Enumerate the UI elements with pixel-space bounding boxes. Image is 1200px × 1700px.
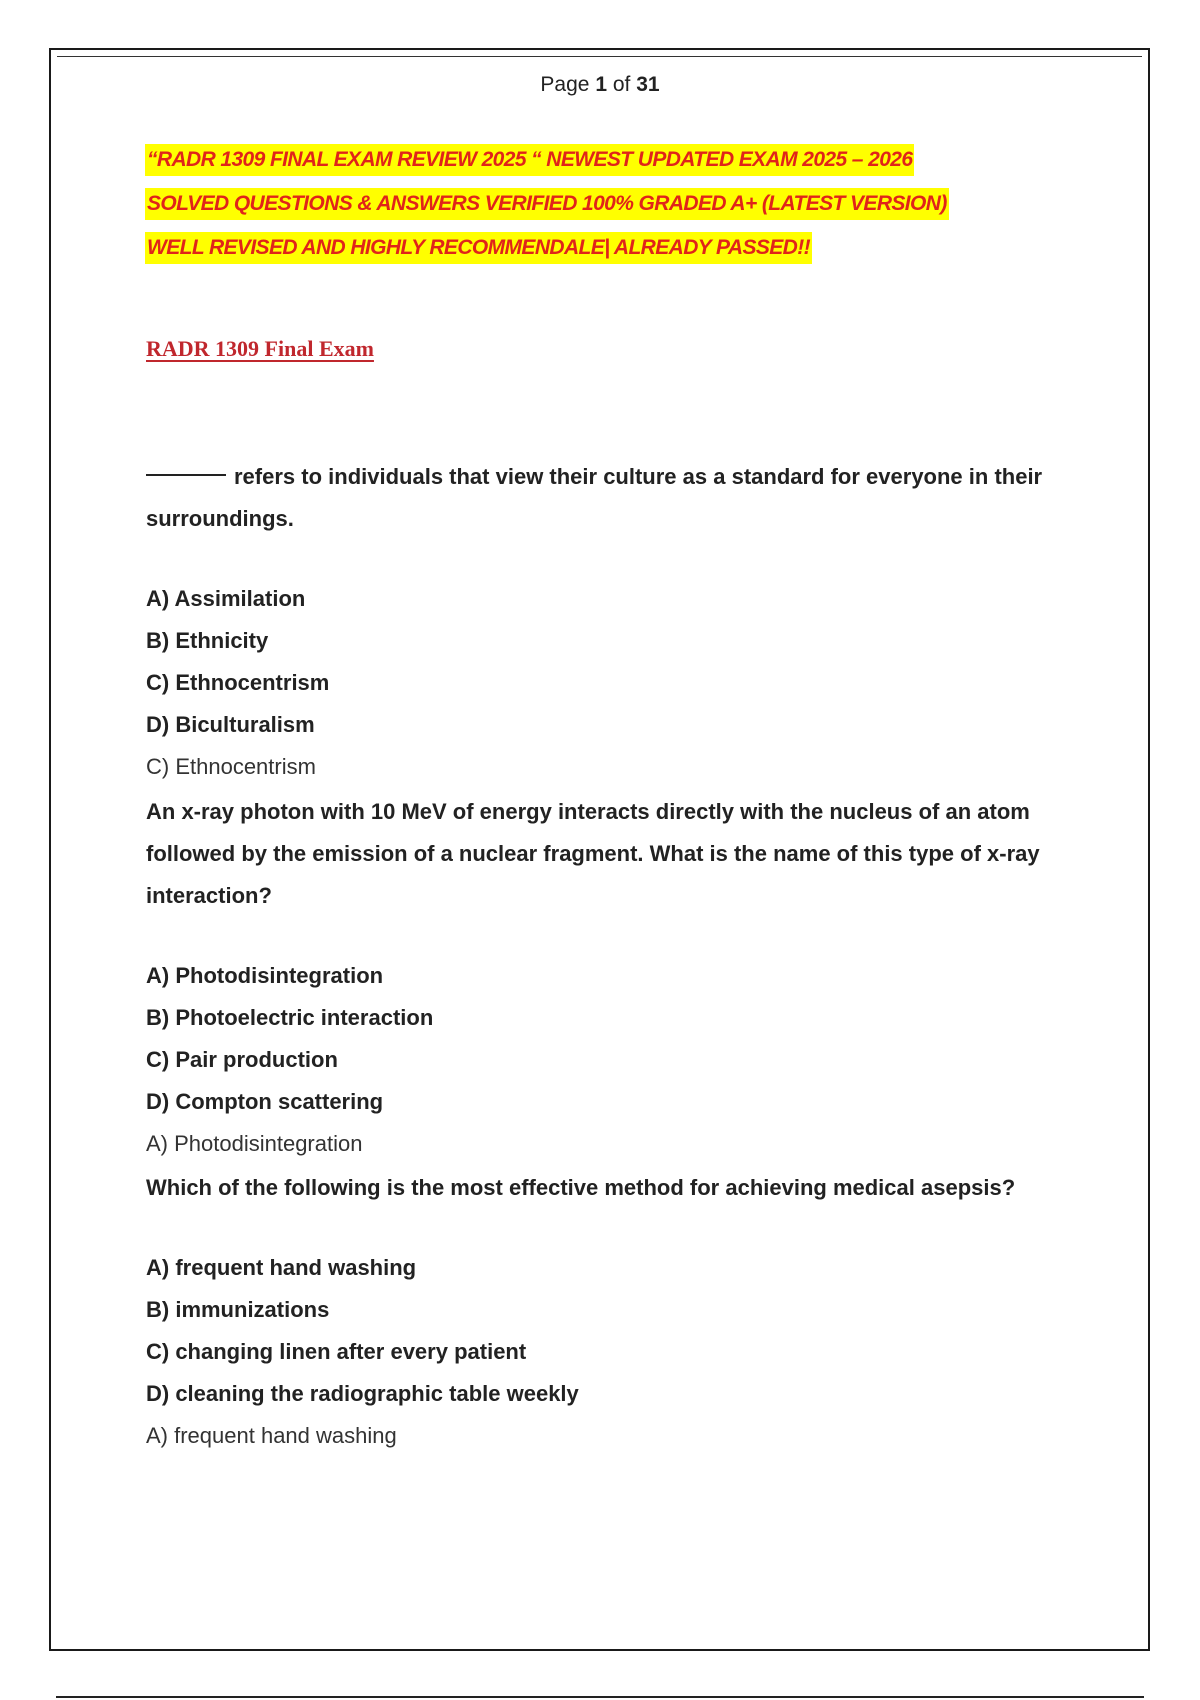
option-1d: D) Biculturalism — [146, 712, 315, 737]
option-2b: B) Photoelectric interaction — [146, 1005, 434, 1030]
option-1c: C) Ethnocentrism — [146, 670, 330, 695]
fill-in-blank — [146, 474, 226, 476]
banner-line-1: “RADR 1309 FINAL EXAM REVIEW 2025 “ NEWEST UPDATED EXAM 2025 – 2026 — [145, 144, 914, 176]
question-block-3 — [146, 1167, 1066, 1457]
exam-title-banner — [145, 144, 1065, 276]
option-3a: A) frequent hand washing — [146, 1255, 417, 1280]
option-3d: D) cleaning the radiographic table weekly — [146, 1381, 579, 1406]
option-2a: A) Photodisintegration — [146, 963, 384, 988]
answer-1: C) Ethnocentrism — [146, 754, 316, 779]
question-text-1: refers to individuals that view their culture as a standard for everyone in their surroundings. — [146, 464, 1043, 531]
option-list-3 — [146, 1247, 1066, 1415]
page-border-inner-line — [57, 56, 1142, 57]
question-text-3: Which of the following is the most effective method for achieving medical asepsis? — [146, 1175, 1016, 1200]
option-2c: C) Pair production — [146, 1047, 338, 1072]
banner-line-2: SOLVED QUESTIONS & ANSWERS VERIFIED 100% GRADED A+ (LATEST VERSION) — [145, 188, 949, 220]
answer-3: A) frequent hand washing — [146, 1423, 397, 1448]
question-text-2: An x-ray photon with 10 MeV of energy interacts directly with the nucleus of an atom followed by the emission of a nuclear fragment. What is the name of this type of x-ray interaction? — [146, 799, 1040, 908]
option-2d: D) Compton scattering — [146, 1089, 384, 1114]
page-number-total: 31 — [636, 73, 660, 96]
page-number-of: of — [612, 73, 631, 96]
banner-line-3: WELL REVISED AND HIGHLY RECOMMENDALE| ALREADY PASSED!! — [145, 232, 812, 264]
option-1b: B) Ethnicity — [146, 628, 269, 653]
option-1a: A) Assimilation — [146, 586, 306, 611]
page-number — [0, 73, 1200, 97]
option-3c: C) changing linen after every patient — [146, 1339, 527, 1364]
option-list-2 — [146, 955, 1066, 1123]
question-block-1 — [146, 456, 1066, 788]
page-number-prefix: Page — [540, 73, 590, 96]
page-number-current: 1 — [595, 73, 607, 96]
page-bottom-rule — [56, 1696, 1144, 1698]
answer-2: A) Photodisintegration — [146, 1131, 363, 1156]
exam-heading: RADR 1309 Final Exam — [146, 336, 374, 361]
question-block-2 — [146, 791, 1066, 1165]
option-list-1 — [146, 578, 1066, 746]
option-3b: B) immunizations — [146, 1297, 330, 1322]
